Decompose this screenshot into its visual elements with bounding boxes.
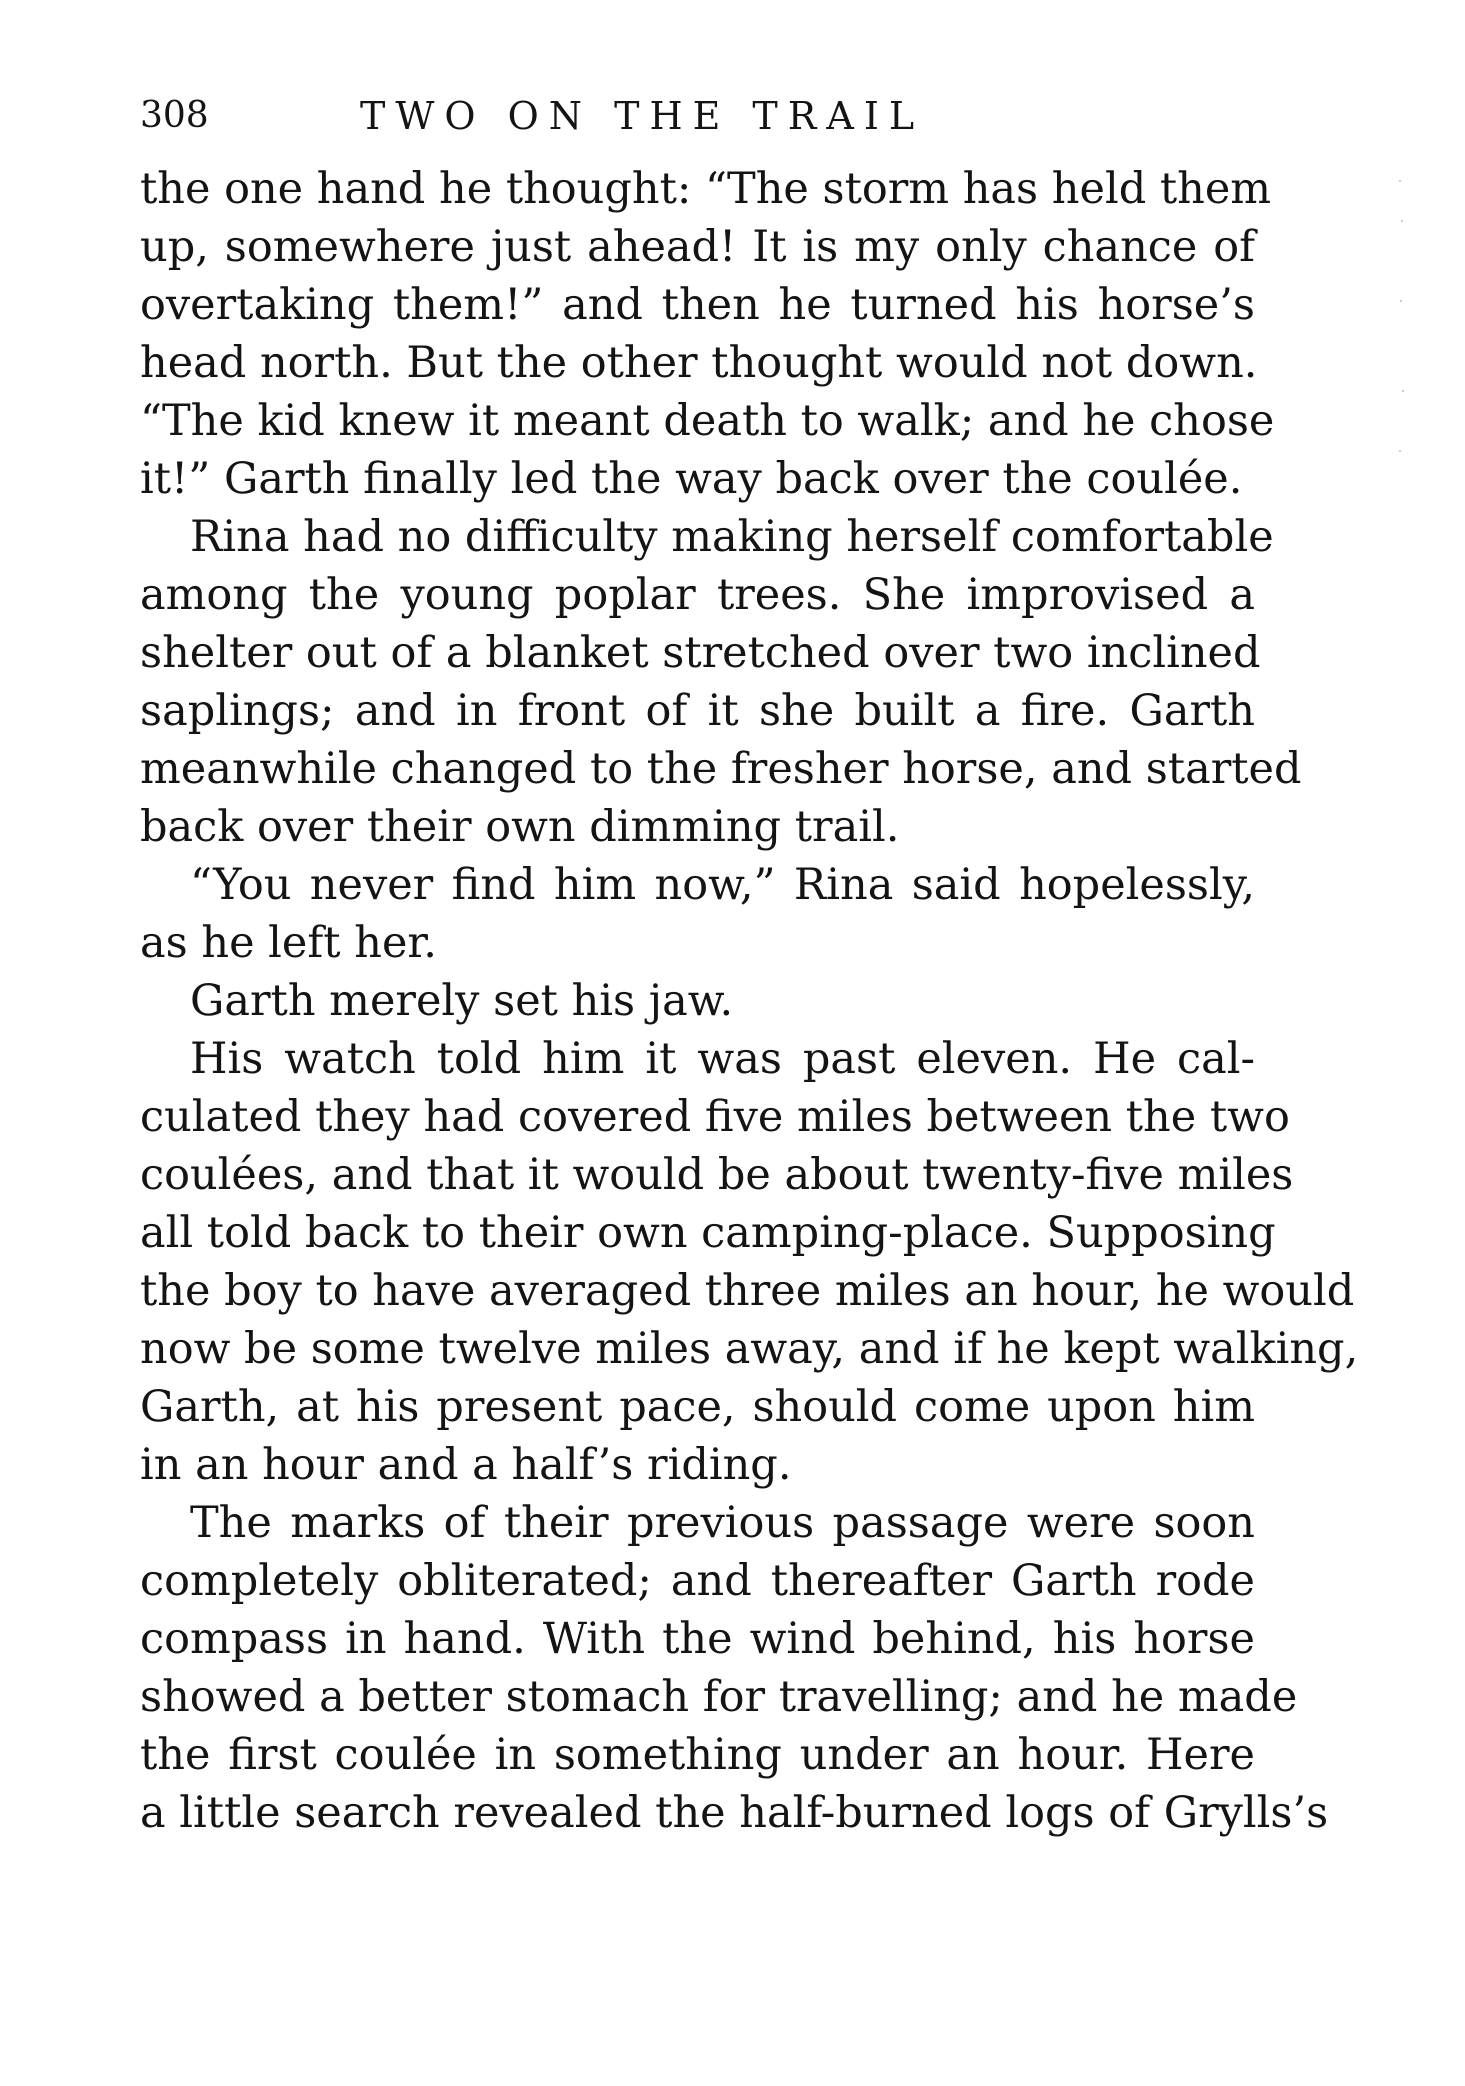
text-line: back over their own dimming trail. [140,802,900,852]
scan-speck [1400,300,1402,302]
text-line: the one hand he thought: “The storm has held them [140,164,1272,214]
text-line: all told back to their own camping-place. Supposing [140,1208,1276,1258]
text-line: shelter out of a blanket stretched over two inclined [140,628,1261,678]
scan-speck [1401,220,1403,222]
page-edge-specks [1399,180,1405,480]
running-head [140,86,1255,146]
text-line: saplings; and in front of it she built a fire. Garth [140,686,1255,736]
text-line: showed a better stomach for travelling; and he made [140,1672,1298,1722]
text-line: coulées, and that it would be about twenty-five miles [140,1150,1294,1200]
text-line: completely obliterated; and thereafter Garth rode [140,1556,1255,1606]
paragraph-start-line: “You never find him now,” Rina said hopelessly, [190,860,1255,910]
text-line: among the young poplar trees. She improvised a [140,570,1255,620]
text-line: the first coulée in something under an hour. Here [140,1730,1255,1780]
text-line: now be some twelve miles away, and if he kept walking, [140,1324,1359,1374]
text-line: meanwhile changed to the fresher horse, and started [140,744,1302,794]
text-line: a little search revealed the half-burned logs of Grylls’s [140,1788,1329,1838]
text-line: in an hour and a half’s riding. [140,1440,792,1490]
body-text [140,160,1359,1842]
page-number: 308 [140,95,209,136]
text-line: culated they had covered five miles between the two [140,1092,1290,1142]
paragraph-start-line: Garth merely set his jaw. [190,976,734,1026]
paragraph-start-line: The marks of their previous passage were soon [190,1498,1255,1548]
text-line: as he left her. [140,918,437,968]
paragraph-start-line: Rina had no difficulty making herself comfortable [190,512,1274,562]
paragraph-start-line: His watch told him it was past eleven. He cal- [190,1034,1255,1084]
text-line: compass in hand. With the wind behind, his horse [140,1614,1255,1664]
text-line: Garth, at his present pace, should come upon him [140,1382,1255,1432]
text-line: head north. But the other thought would not down. [140,338,1258,388]
scan-speck [1399,180,1401,182]
running-title: TWO ON THE TRAIL [360,94,925,138]
scan-speck [1402,390,1404,392]
text-line: overtaking them!” and then he turned his horse’s [140,280,1255,330]
scan-speck [1399,450,1401,452]
text-line: the boy to have averaged three miles an hour, he would [140,1266,1355,1316]
text-line: it!” Garth finally led the way back over the coulée. [140,454,1243,504]
text-line: up, somewhere just ahead! It is my only chance of [140,222,1255,272]
text-line: “The kid knew it meant death to walk; and he chose [140,396,1275,446]
